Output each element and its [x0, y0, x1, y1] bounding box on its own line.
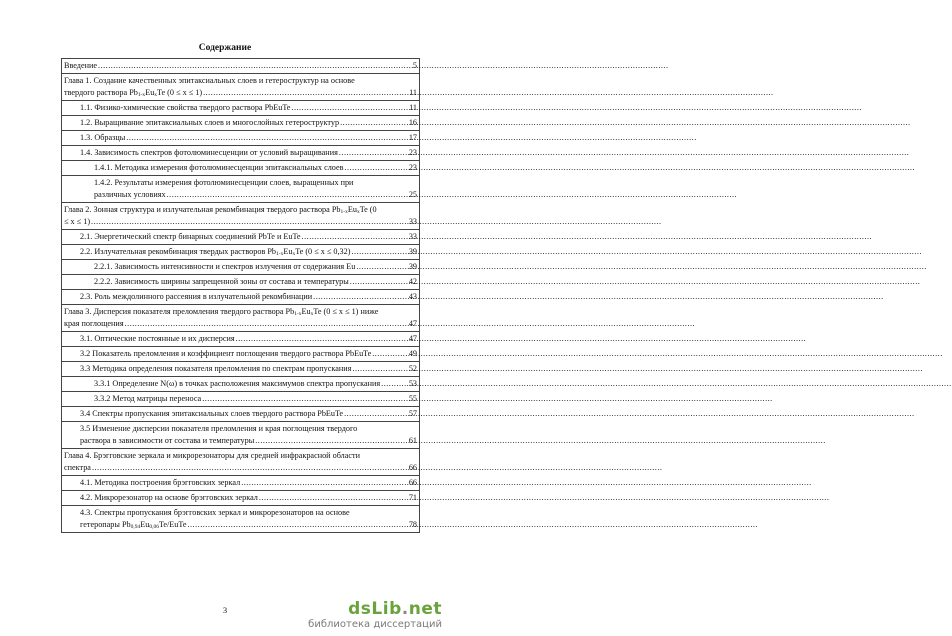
toc-row: [62, 176, 420, 203]
toc-leader-dots: [126, 132, 408, 144]
toc-leader-dots: [255, 435, 408, 447]
toc-page-number: 57: [408, 409, 417, 418]
toc-page-number: 11: [409, 103, 417, 112]
toc-page-number: 5: [412, 61, 417, 70]
toc-entry-text: Глава 4. Брэгговские зеркала и микрорезонаторы для средней инфракрасной области: [64, 451, 360, 460]
toc-leader-dots: [241, 477, 408, 489]
toc-cell: [62, 146, 420, 161]
toc-row: [62, 116, 420, 131]
toc-page-number: 66: [408, 478, 417, 487]
toc-page-number: 49: [408, 349, 417, 358]
toc-entry-text-continued: различных условиях: [94, 190, 166, 199]
toc-entry[interactable]: [62, 146, 419, 160]
toc-entry[interactable]: [62, 332, 419, 346]
toc-row: [62, 377, 420, 392]
toc-entry[interactable]: [62, 101, 419, 115]
toc-entry-text: 2.2.2. Зависимость ширины запрещенной зоны от состава и температуры: [94, 277, 349, 286]
table-of-contents: [61, 58, 420, 533]
toc-entry-text: 1.4. Зависимость спектров фотолюминесценции от условий выращивания: [80, 148, 338, 157]
toc-entry[interactable]: [62, 59, 419, 73]
toc-cell: [62, 230, 420, 245]
toc-entry-text: 4.1. Методика построения брэгговских зеркал: [80, 478, 241, 487]
toc-row: [62, 275, 420, 290]
toc-leader-dots: [381, 378, 408, 390]
toc-page-number: 53: [408, 379, 417, 388]
toc-page-number: 23: [408, 148, 417, 157]
toc-row: [62, 290, 420, 305]
toc-page-number: 55: [408, 394, 417, 403]
toc-entry-text-continued: гетеропары $Pb_{0,94}Eu_{0,06}Te$/EuTe: [80, 520, 187, 530]
toc-row: [62, 74, 420, 101]
toc-entry[interactable]: [62, 161, 419, 175]
toc-row: [62, 101, 420, 116]
toc-entry-text: 3.1. Оптические постоянные и их дисперсия: [80, 334, 235, 343]
watermark-subtitle: библиотека диссертаций: [308, 619, 442, 630]
toc-page-number: 39: [408, 262, 417, 271]
toc-row: [62, 230, 420, 245]
toc-leader-dots: [236, 333, 408, 345]
toc-cell: [62, 116, 420, 131]
toc-cell: [62, 245, 420, 260]
toc-page-number: 78: [408, 520, 417, 529]
toc-entry-text: Глава 3. Дисперсия показателя преломления твердого раствора $Pb_{1-x}Eu_xTe$ (0 ≤ x ≤ 1) ниже: [64, 307, 379, 317]
toc-cell: [62, 377, 420, 392]
toc-entry[interactable]: [62, 506, 419, 532]
toc-cell: [62, 332, 420, 347]
toc-entry-text: 3.4 Спектры пропускания эпитаксиальных слоев твердого раствора PbEuTe: [80, 409, 344, 418]
toc-leader-dots: [372, 348, 408, 360]
toc-entry[interactable]: [62, 422, 419, 448]
toc-leader-dots: [345, 162, 408, 174]
toc-row: [62, 392, 420, 407]
toc-row: [62, 305, 420, 332]
toc-page-number: 17: [408, 133, 417, 142]
toc-entry-text: Глава 1. Создание качественных эпитаксиальных слоев и гетероструктур на основе: [64, 76, 355, 85]
toc-leader-dots: [302, 231, 408, 243]
toc-entry[interactable]: [62, 245, 419, 259]
toc-entry-text: 4.3. Спектры пропускания брэгговских зеркал и микрорезонаторов на основе: [80, 508, 350, 517]
toc-entry-text: 2.2. Излучательная рекомбинация твердых растворов $Pb_{1-x}Eu_xTe$ (0 ≤ x ≤ 0,32): [80, 247, 351, 257]
toc-leader-dots: [350, 276, 408, 288]
toc-page-number: 16: [408, 118, 417, 127]
toc-entry-text: 1.2. Выращивание эпитаксиальных слоев и многослойных гетероструктур: [80, 118, 340, 127]
toc-row: [62, 491, 420, 506]
toc-leader-dots: [313, 291, 408, 303]
toc-leader-dots: [339, 147, 408, 159]
toc-entry[interactable]: [62, 377, 419, 391]
toc-row: [62, 347, 420, 362]
toc-page-number: 33: [408, 232, 417, 241]
toc-entry-text-continued: спектра: [64, 463, 91, 472]
toc-row: [62, 506, 420, 533]
toc-cell: [62, 161, 420, 176]
toc-entry[interactable]: [62, 116, 419, 130]
toc-cell: [62, 491, 420, 506]
toc-cell: [62, 203, 420, 230]
toc-leader-dots: [203, 87, 408, 99]
toc-page-number: 71: [408, 493, 417, 502]
toc-page-number: 61: [408, 436, 417, 445]
toc-entry-text: 3.3.2 Метод матрицы переноса: [94, 394, 202, 403]
toc-entry[interactable]: [62, 476, 419, 490]
toc-leader-dots: [356, 261, 408, 273]
toc-leader-dots: [291, 102, 408, 114]
toc-row: [62, 146, 420, 161]
toc-page-number: 33: [408, 217, 417, 226]
toc-cell: [62, 305, 420, 332]
toc-row: [62, 476, 420, 491]
toc-page-number: 25: [408, 190, 417, 199]
toc-page-number: 66: [408, 463, 417, 472]
toc-leader-dots: [344, 408, 408, 420]
toc-entry[interactable]: [62, 407, 419, 421]
toc-cell: [62, 449, 420, 476]
toc-page-number: 11: [409, 88, 417, 97]
toc-leader-dots: [340, 117, 408, 129]
toc-cell: [62, 101, 420, 116]
toc-leader-dots: [202, 393, 408, 405]
toc-cell: [62, 260, 420, 275]
toc-cell: [62, 275, 420, 290]
toc-page-number: 43: [408, 292, 417, 301]
toc-entry-text: 2.1. Энергетический спектр бинарных соединений PbTe и EuTe: [80, 232, 301, 241]
toc-row: [62, 449, 420, 476]
toc-leader-dots: [351, 246, 407, 258]
toc-entry-text: 3.3.1 Определение N(ω) в точках расположения максимумов спектра пропускания: [94, 379, 381, 388]
toc-entry-text: 1.1. Физико-химические свойства твердого раствора PbEuTe: [80, 103, 291, 112]
toc-entry[interactable]: [62, 392, 419, 406]
toc-entry[interactable]: [62, 491, 419, 505]
toc-entry[interactable]: [62, 203, 419, 229]
toc-leader-dots: [259, 492, 408, 504]
toc-entry[interactable]: [62, 449, 419, 475]
toc-page-number: 52: [408, 364, 417, 373]
toc-entry-text: 3.3 Методика определения показателя преломления по спектрам пропускания: [80, 364, 352, 373]
toc-page-number: 42: [408, 277, 417, 286]
toc-entry-text: 2.2.1. Зависимость интенсивности и спектров излучения от содержания Eu: [94, 262, 356, 271]
toc-entry[interactable]: [62, 362, 419, 376]
toc-page-number: 23: [408, 163, 417, 172]
toc-row: [62, 59, 420, 74]
toc-entry[interactable]: [62, 275, 419, 289]
toc-cell: [62, 176, 420, 203]
toc-cell: [62, 131, 420, 146]
toc-row: [62, 332, 420, 347]
toc-row: [62, 407, 420, 422]
toc-entry[interactable]: [62, 74, 419, 100]
toc-cell: [62, 59, 420, 74]
toc-entry[interactable]: [62, 230, 419, 244]
toc-leader-dots: [125, 318, 408, 330]
toc-cell: [62, 407, 420, 422]
toc-row: [62, 131, 420, 146]
toc-entry[interactable]: [62, 290, 419, 304]
toc-entry[interactable]: [62, 260, 419, 274]
toc-entry-text-continued: раствора в зависимости от состава и температуры: [80, 436, 255, 445]
toc-entry-text-continued: твердого раствора $Pb_{1-x}Eu_xTe$ (0 ≤ x ≤ 1): [64, 88, 203, 98]
toc-row: [62, 245, 420, 260]
watermark-logo: dsLib.net: [348, 599, 442, 619]
toc-entry[interactable]: [62, 176, 419, 202]
toc-cell: [62, 476, 420, 491]
toc-entry-text: 3.5 Изменение дисперсии показателя преломления и края поглощения твердого: [80, 424, 358, 433]
toc-entry-text: 2.3. Роль междолинного рассеяния в излучательной рекомбинации: [80, 292, 313, 301]
page-number: 3: [222, 605, 228, 615]
toc-leader-dots: [187, 519, 407, 531]
toc-leader-dots: [167, 189, 408, 201]
toc-cell: [62, 347, 420, 362]
toc-entry[interactable]: [62, 305, 419, 331]
toc-cell: [62, 290, 420, 305]
toc-cell: [62, 74, 420, 101]
toc-page-number: 47: [408, 319, 417, 328]
toc-cell: [62, 362, 420, 377]
toc-leader-dots: [98, 60, 412, 72]
toc-entry[interactable]: [62, 131, 419, 145]
watermark[interactable]: [308, 599, 442, 630]
toc-entry-text-continued: края поглощения: [64, 319, 124, 328]
toc-cell: [62, 506, 420, 533]
toc-leader-dots: [92, 462, 408, 474]
toc-cell: [62, 392, 420, 407]
toc-leader-dots: [91, 216, 408, 228]
toc-entry-text-continued: ≤ x ≤ 1): [64, 217, 91, 226]
toc-row: [62, 422, 420, 449]
toc-leader-dots: [352, 363, 407, 375]
toc-body: [62, 59, 420, 533]
toc-row: [62, 362, 420, 377]
toc-row: [62, 161, 420, 176]
toc-row: [62, 203, 420, 230]
toc-entry-text: Введение: [64, 61, 98, 70]
toc-entry[interactable]: [62, 347, 419, 361]
toc-cell: [62, 422, 420, 449]
page-title: Содержание: [198, 43, 252, 53]
toc-page-number: 39: [408, 247, 417, 256]
toc-entry-text: 1.4.2. Результаты измерения фотолюминесценции слоев, выращенных при: [94, 178, 354, 187]
toc-entry-text: 4.2. Микрорезонатор на основе брэгговских зеркал: [80, 493, 258, 502]
toc-page-number: 47: [408, 334, 417, 343]
document-page: [0, 0, 450, 636]
toc-table: [61, 58, 420, 533]
toc-entry-text: 1.4.1. Методика измерения фотолюминесценции эпитаксиальных слоев: [94, 163, 344, 172]
toc-entry-text: 1.3. Образцы: [80, 133, 126, 142]
toc-entry-text: 3.2 Показатель преломления и коэффициент поглощения твердого раствора PbEuTe: [80, 349, 372, 358]
toc-entry-text: Глава 2. Зонная структура и излучательная рекомбинация твердого раствора $Pb_{1-x}Eu_xTe$ (0: [64, 205, 377, 215]
toc-row: [62, 260, 420, 275]
